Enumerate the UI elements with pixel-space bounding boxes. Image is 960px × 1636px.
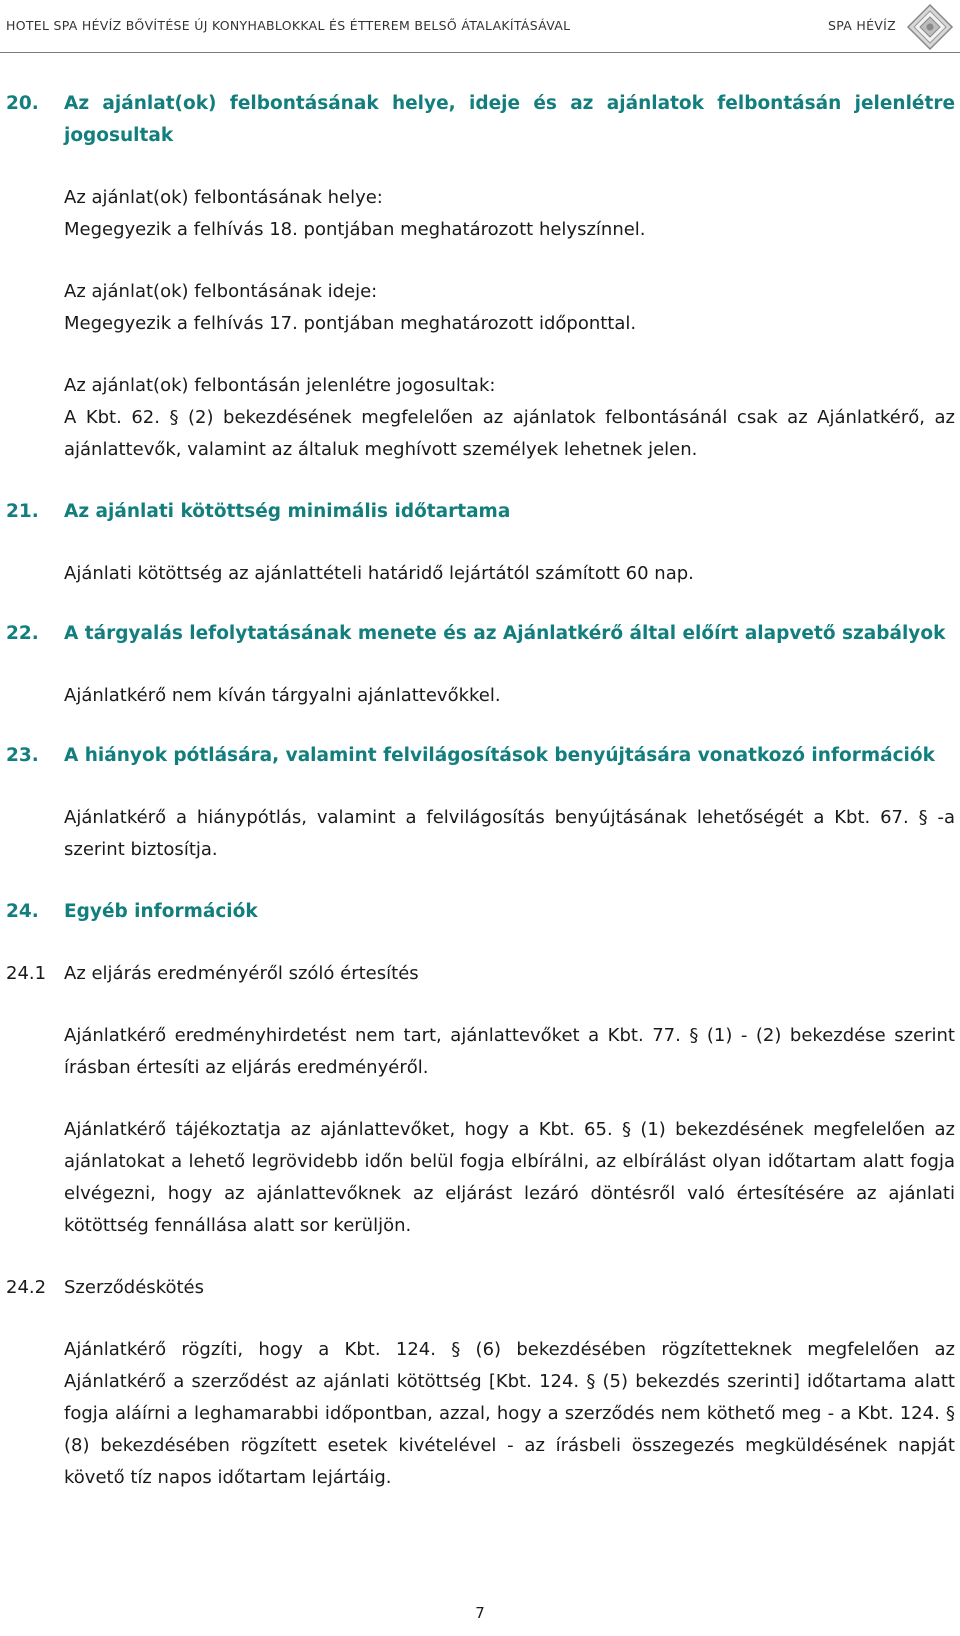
deficiency-text: Ajánlatkérő a hiánypótlás, valamint a felvilágosítás benyújtásának lehetőségét a Kbt. 67. § -a szerint biztosítja. [64, 807, 955, 860]
section-title: A hiányok pótlására, valamint felvilágosítások benyújtására vonatkozó információk [64, 745, 935, 766]
section-title: A tárgyalás lefolytatásának menete és az Ajánlatkérő által előírt alapvető szabályok [64, 623, 946, 644]
attendees-text: A Kbt. 62. § (2) bekezdésének megfelelően az ajánlatok felbontásánál csak az Ajánlatkérő, az ajánlattevők, valamint az általuk meghívott személyek lehetnek jelen. [64, 407, 955, 460]
negotiation-text: Ajánlatkérő nem kíván tárgyalni ajánlattevőkkel. [64, 685, 501, 706]
section-heading-21 [0, 496, 960, 528]
subsection-number: 24.1 [6, 963, 47, 984]
diamond-logo-icon [906, 3, 954, 51]
section-number: 22. [6, 623, 39, 644]
section-number: 23. [6, 745, 39, 766]
section-heading-24 [0, 896, 960, 928]
section-number: 24. [6, 901, 39, 922]
section-heading-20 [0, 88, 960, 152]
subsection-title: Az eljárás eredményéről szóló értesítés [64, 963, 419, 984]
opening-time-label: Az ajánlat(ok) felbontásának ideje: [64, 281, 378, 302]
header-divider [0, 52, 960, 53]
organization-name: SPA HÉVÍZ [828, 18, 896, 33]
section-number: 21. [6, 501, 39, 522]
document-title: HOTEL SPA HÉVÍZ BŐVÍTÉSE ÚJ KONYHABLOKKAL ÉS ÉTTEREM BELSŐ ÁTALAKÍTÁSÁVAL [6, 18, 571, 33]
section-title: Az ajánlati kötöttség minimális időtartama [64, 501, 511, 522]
subsection-title: Szerződéskötés [64, 1277, 204, 1298]
result-notice-paragraph-1: Ajánlatkérő eredményhirdetést nem tart, ajánlattevőket a Kbt. 77. § (1) - (2) bekezdése szerint írásban értesíti az eljárás eredményéről. [64, 1025, 955, 1078]
subsection-number: 24.2 [6, 1277, 47, 1298]
opening-time-text: Megegyezik a felhívás 17. pontjában meghatározott időponttal. [64, 313, 637, 334]
section-heading-23 [0, 740, 960, 772]
page-number: 7 [475, 1604, 485, 1622]
opening-place-text: Megegyezik a felhívás 18. pontjában meghatározott helyszínnel. [64, 219, 646, 240]
subsection-heading-24-1 [0, 958, 960, 990]
subsection-heading-24-2 [0, 1272, 960, 1304]
section-title: Egyéb információk [64, 901, 258, 922]
document-body [0, 88, 960, 1494]
section-title: Az ajánlat(ok) felbontásának helye, ideje és az ajánlatok felbontásán jelenlétre jogosultak [64, 93, 955, 146]
attendees-label: Az ajánlat(ok) felbontásán jelenlétre jogosultak: [64, 375, 496, 396]
page-header [0, 0, 960, 52]
bid-validity-text: Ajánlati kötöttség az ajánlattételi határidő lejártától számított 60 nap. [64, 563, 694, 584]
opening-place-label: Az ajánlat(ok) felbontásának helye: [64, 187, 383, 208]
result-notice-paragraph-2: Ajánlatkérő tájékoztatja az ajánlattevőket, hogy a Kbt. 65. § (1) bekezdésének megfelelően az ajánlatokat a lehető legrövidebb időn belül fogja elbírálni, az elbírálást olyan időtartam alatt fogja elvégezni, hogy az ajánlattevőknek az eljárást lezáró döntésről való értesítésére az ajánlati kötöttség fennállása alatt sor kerüljön. [64, 1119, 955, 1236]
section-number: 20. [6, 93, 39, 114]
section-heading-22 [0, 618, 960, 650]
contract-paragraph: Ajánlatkérő rögzíti, hogy a Kbt. 124. § (6) bekezdésében rögzítetteknek megfelelően az Ajánlatkérő a szerződést az ajánlati kötöttség [Kbt. 124. § (5) bekezdés szerinti] időtartama alatt fogja aláírni a leghamarabbi időpontban, azzal, hogy a szerződés nem köthető meg - a Kbt. 124. § (8) bekezdésében rögzített esetek kivételével - az írásbeli összegezés megküldésének napját követő tíz napos időtartam lejártáig. [64, 1339, 955, 1488]
